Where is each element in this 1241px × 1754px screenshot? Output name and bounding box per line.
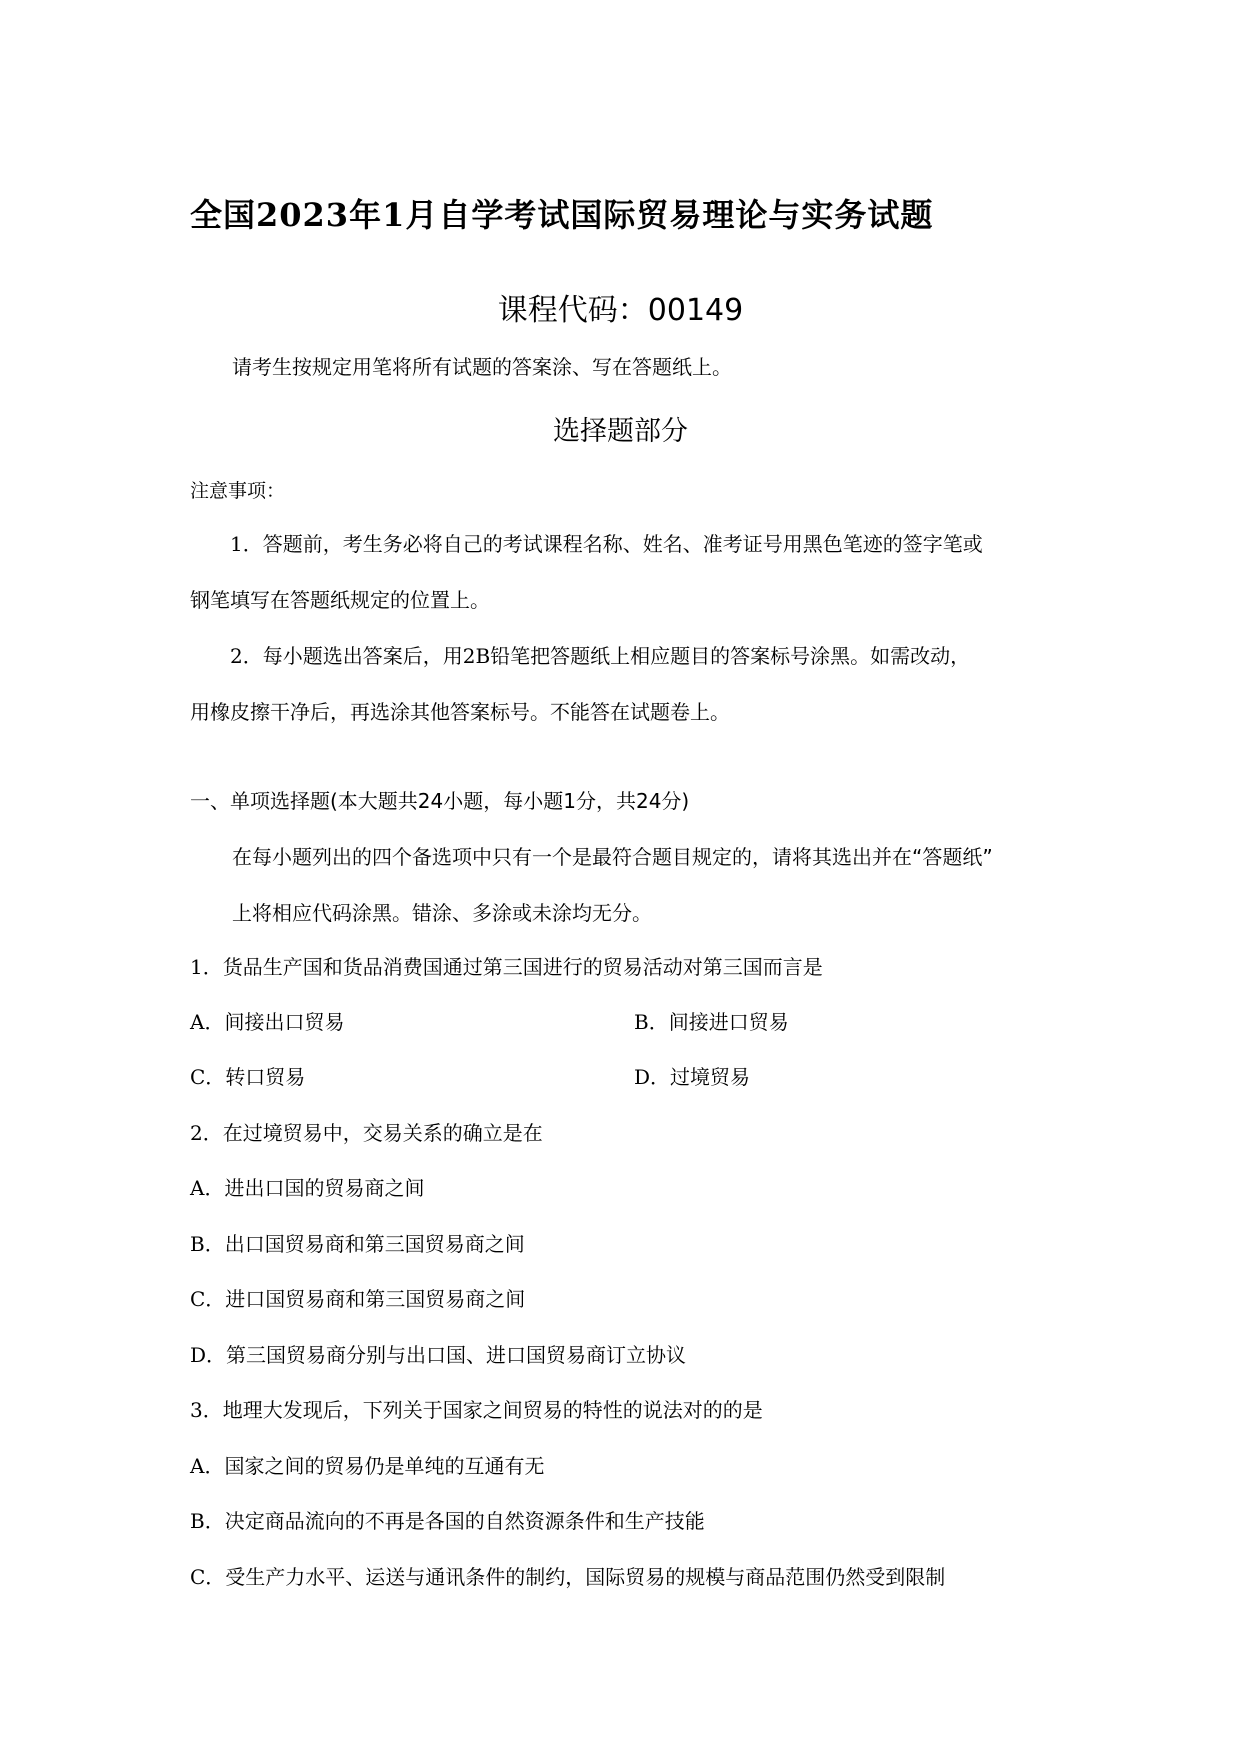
part-one-description-line-1: 在每小题列出的四个备选项中只有一个是最符合题目规定的，请将其选出并在“答题纸” <box>232 845 993 869</box>
question-2-stem: 2．在过境贸易中，交易关系的确立是在 <box>190 1121 543 1145</box>
notice-item-1-line-1: 1．答题前，考生务必将自己的考试课程名称、姓名、准考证号用黑色笔迹的签字笔或 <box>230 532 983 556</box>
page-title: 全国2023年1月自学考试国际贸易理论与实务试题 <box>190 196 934 234</box>
question-1-option-c: C．转口贸易 <box>190 1065 306 1089</box>
notice-heading: 注意事项： <box>190 480 286 502</box>
part-one-heading: 一、单项选择题(本大题共24小题，每小题1分，共24分) <box>190 789 690 813</box>
part-one-description-line-2: 上将相应代码涂黑。错涂、多涂或未涂均无分。 <box>232 901 652 925</box>
question-1-option-a: A．间接出口贸易 <box>190 1010 345 1034</box>
question-2-option-d: D．第三国贸易商分别与出口国、进口国贸易商订立协议 <box>190 1343 687 1367</box>
question-2-option-b: B．出口国贸易商和第三国贸易商之间 <box>190 1232 525 1256</box>
notice-item-1-line-2: 钢笔填写在答题纸规定的位置上。 <box>190 588 490 612</box>
notice-item-2-line-2: 用橡皮擦干净后，再选涂其他答案标号。不能答在试题卷上。 <box>190 700 730 724</box>
question-1-option-d: D．过境贸易 <box>634 1065 751 1089</box>
notice-item-2-line-1: 2．每小题选出答案后，用2B铅笔把答题纸上相应题目的答案标号涂黑。如需改动， <box>230 644 971 668</box>
section-title: 选择题部分 <box>553 416 688 447</box>
question-3-option-c: C．受生产力水平、运送与通讯条件的制约，国际贸易的规模与商品范围仍然受到限制 <box>190 1565 946 1589</box>
question-1-option-b: B．间接进口贸易 <box>634 1010 789 1034</box>
instruction-text: 请考生按规定用笔将所有试题的答案涂、写在答题纸上。 <box>232 355 732 379</box>
question-3-stem: 3．地理大发现后，下列关于国家之间贸易的特性的说法对的的是 <box>190 1398 763 1422</box>
question-2-option-c: C．进口国贸易商和第三国贸易商之间 <box>190 1287 526 1311</box>
question-3-option-b: B．决定商品流向的不再是各国的自然资源条件和生产技能 <box>190 1509 705 1533</box>
question-3-option-a: A．国家之间的贸易仍是单纯的互通有无 <box>190 1454 545 1478</box>
course-code: 课程代码：00149 <box>497 293 744 328</box>
question-2-option-a: A．进出口国的贸易商之间 <box>190 1176 425 1200</box>
question-1-stem: 1．货品生产国和货品消费国通过第三国进行的贸易活动对第三国而言是 <box>190 955 823 979</box>
